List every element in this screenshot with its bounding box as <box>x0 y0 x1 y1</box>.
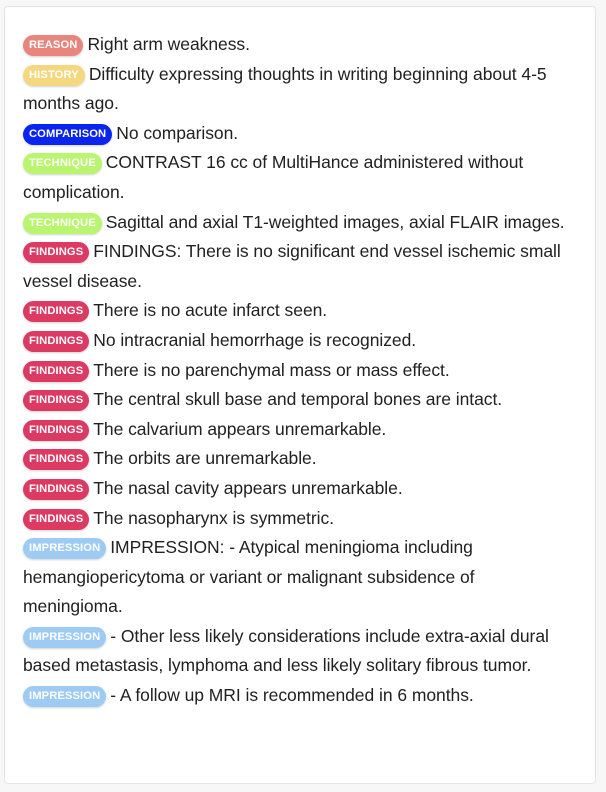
report-entry-findings <box>23 444 577 474</box>
section-badge-technique: TECHNIQUE <box>23 153 102 174</box>
report-entry-findings <box>23 415 577 445</box>
report-card <box>4 6 596 784</box>
entry-text: Sagittal and axial T1-weighted images, axial FLAIR images. <box>105 211 565 232</box>
entry-text: CONTRAST 16 cc of MultiHance administered without complication. <box>23 152 524 202</box>
report-entry-findings <box>23 326 577 356</box>
entry-text: There is no acute infarct seen. <box>93 300 328 321</box>
section-badge-findings: FINDINGS <box>23 509 89 530</box>
report-entry-technique <box>23 148 577 207</box>
report-entry-impression <box>23 681 577 711</box>
entry-text: There is no parenchymal mass or mass effect. <box>93 359 450 380</box>
entry-text: The orbits are unremarkable. <box>93 448 317 469</box>
report-entry-reason <box>23 30 577 60</box>
entry-text: FINDINGS: There is no significant end vessel ischemic small vessel disease. <box>23 241 561 291</box>
entry-text: The nasopharynx is symmetric. <box>93 507 334 528</box>
report-entry-findings <box>23 385 577 415</box>
entry-text: - A follow up MRI is recommended in 6 months. <box>110 685 474 706</box>
entry-text: No comparison. <box>116 122 239 143</box>
section-badge-findings: FINDINGS <box>23 390 89 411</box>
section-badge-reason: REASON <box>23 35 83 56</box>
section-badge-findings: FINDINGS <box>23 301 89 322</box>
report-entry-findings <box>23 296 577 326</box>
entry-text: The nasal cavity appears unremarkable. <box>93 477 403 498</box>
report-entry-impression <box>23 622 577 681</box>
entry-text: The central skull base and temporal bones are intact. <box>93 389 503 410</box>
section-badge-technique: TECHNIQUE <box>23 213 102 234</box>
section-badge-impression: IMPRESSION <box>23 686 106 707</box>
entry-text: The calvarium appears unremarkable. <box>93 418 387 439</box>
report-entry-history <box>23 60 577 119</box>
entry-text: - Other less likely considerations include extra-axial dural based metastasis, lymphoma and less likely solitary fibrous tumor. <box>23 625 549 676</box>
section-badge-findings: FINDINGS <box>23 420 89 441</box>
section-badge-findings: FINDINGS <box>23 449 89 470</box>
entry-text: Difficulty expressing thoughts in writing beginning about 4-5 months ago. <box>23 63 547 114</box>
section-badge-findings: FINDINGS <box>23 361 89 382</box>
section-badge-impression: IMPRESSION <box>23 627 106 648</box>
report-entry-findings <box>23 504 577 534</box>
section-badge-history: HISTORY <box>23 65 85 86</box>
report-entry-technique <box>23 208 577 238</box>
report-entry-findings <box>23 237 577 296</box>
section-badge-comparison: COMPARISON <box>23 124 112 145</box>
section-badge-findings: FINDINGS <box>23 479 89 500</box>
section-badge-findings: FINDINGS <box>23 331 89 352</box>
entry-text: IMPRESSION: - Atypical meningioma including hemangiopericytoma or variant or malignant subsidence of meningioma. <box>23 537 475 617</box>
entry-text: Right arm weakness. <box>87 34 250 54</box>
report-entry-impression <box>23 533 577 622</box>
report-entry-findings <box>23 474 577 504</box>
section-badge-impression: IMPRESSION <box>23 538 106 559</box>
report-entry-comparison <box>23 119 577 149</box>
section-badge-findings: FINDINGS <box>23 242 89 263</box>
entry-text: No intracranial hemorrhage is recognized. <box>93 329 417 350</box>
report-entry-findings <box>23 356 577 386</box>
